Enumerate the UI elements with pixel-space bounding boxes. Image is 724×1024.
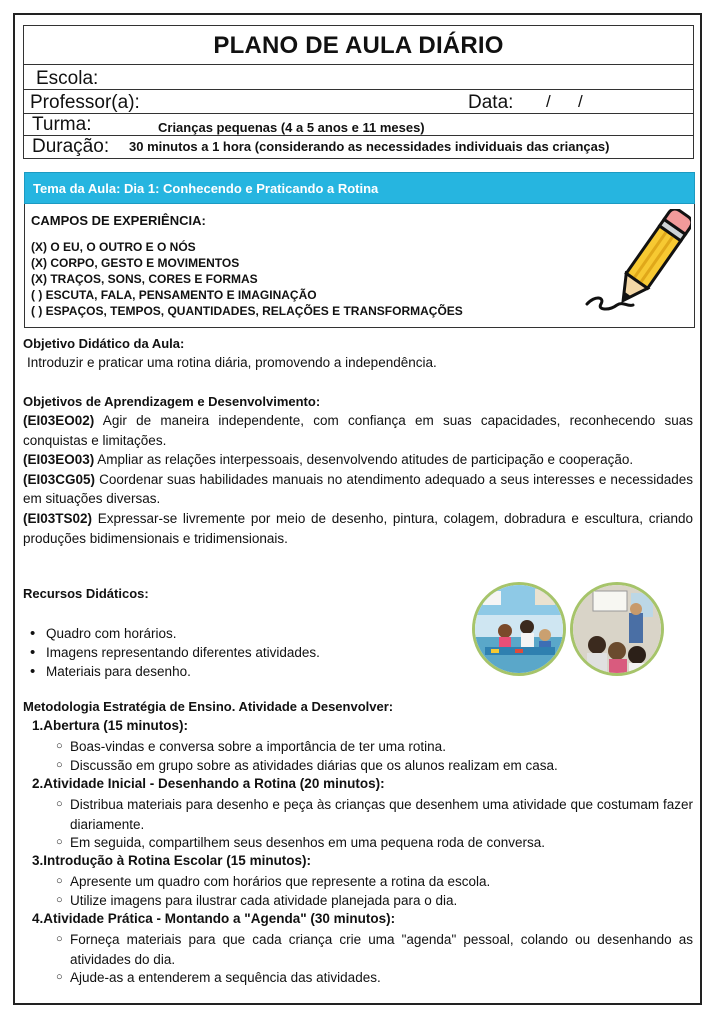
classroom-photo xyxy=(570,582,664,676)
step-heading xyxy=(32,911,395,926)
campos-item: (X) TRAÇOS, SONS, CORES E FORMAS xyxy=(31,272,258,286)
aprendizagem-list xyxy=(23,411,693,548)
date-slash: / xyxy=(546,92,551,111)
header-divider xyxy=(24,135,693,136)
duracao-label: Duração: xyxy=(32,136,110,157)
campos-item: (X) O EU, O OUTRO E O NÓS xyxy=(31,240,196,254)
professor-label: Professor(a): xyxy=(30,92,140,113)
aprendizagem-text: Ampliar as relações interpessoais, desenvolvendo atitudes de participação e cooperação. xyxy=(94,452,634,468)
list-item-text: Ajude-as a entenderem a sequência das atividades. xyxy=(70,970,381,985)
aprendizagem-item xyxy=(23,509,693,548)
list-item xyxy=(56,833,693,853)
recursos-title: Recursos Didáticos: xyxy=(23,586,149,601)
circle-bullet-icon: ○ xyxy=(56,836,63,848)
page-title: PLANO DE AULA DIÁRIO xyxy=(213,32,504,59)
aprendizagem-item xyxy=(23,450,693,470)
objetivo-text: Introduzir e praticar uma rotina diária, promovendo a independência. xyxy=(27,355,437,370)
theme-bar xyxy=(24,172,695,204)
circle-bullet-icon: ○ xyxy=(56,971,63,983)
header-divider xyxy=(24,64,693,65)
campos-title: CAMPOS DE EXPERIÊNCIA: xyxy=(31,213,206,228)
metodologia-title: Metodologia Estratégia de Ensino. Atividade a Desenvolver: xyxy=(23,699,394,714)
header-box xyxy=(23,25,694,159)
list-item-text: Discussão em grupo sobre as atividades diárias que os alunos realizam em casa. xyxy=(70,758,558,773)
aprendizagem-text: Expressar-se livremente por meio de desenho, pintura, colagem, dobradura e escultura, criando produções bidimensionais e tridimensionais. xyxy=(23,510,693,546)
circle-bullet-icon: ○ xyxy=(56,740,63,752)
classroom-photo xyxy=(472,582,566,676)
circle-bullet-icon: ○ xyxy=(56,894,63,906)
campos-item: (X) CORPO, GESTO E MOVIMENTOS xyxy=(31,256,240,270)
list-item xyxy=(56,872,693,892)
classroom-photo-illustration xyxy=(475,585,563,673)
list-item: • Imagens representando diferentes atividades. xyxy=(30,643,320,662)
list-item-text: Distribua materiais para desenho e peça às crianças que desenhem uma atividade que costumam fazer diariamente. xyxy=(70,797,693,832)
aprendizagem-text: Agir de maneira independente, com confiança em suas capacidades, reconhecendo suas conquistas e limitações. xyxy=(23,413,693,448)
data-label: Data: xyxy=(468,92,514,113)
list-item xyxy=(56,756,693,776)
list-item xyxy=(56,968,693,988)
bncc-code: (EI03EO03) xyxy=(23,452,95,468)
theme-text: Tema da Aula: Dia 1: Conhecendo e Praticando a Rotina xyxy=(33,181,379,196)
step-number: 3. xyxy=(32,853,44,868)
step-title: Abertura (15 minutos): xyxy=(43,718,189,733)
list-item-text: Apresente um quadro com horários que represente a rotina da escola. xyxy=(70,874,491,889)
recursos-list xyxy=(30,624,320,681)
circle-bullet-icon: ○ xyxy=(56,875,63,887)
escola-label: Escola: xyxy=(36,68,99,89)
step-number: 4. xyxy=(32,911,44,926)
list-item xyxy=(56,795,693,834)
step-title: Atividade Prática - Montando a "Agenda" (30 minutos): xyxy=(43,911,396,926)
list-item: • Materiais para desenho. xyxy=(30,662,320,681)
list-item-text: Boas-vindas e conversa sobre a importância de ter uma rotina. xyxy=(70,739,446,754)
list-item xyxy=(56,737,693,757)
step-title: Atividade Inicial - Desenhando a Rotina (20 minutos): xyxy=(43,776,385,791)
aprendizagem-item xyxy=(23,470,693,509)
campos-box xyxy=(24,204,695,328)
list-item: • Quadro com horários. xyxy=(30,624,320,643)
turma-label: Turma: xyxy=(32,114,92,135)
list-item-text: Forneça materiais para que cada criança crie uma "agenda" pessoal, colando ou desenhando as atividades do dia. xyxy=(70,932,693,967)
turma-value: Crianças pequenas (4 a 5 anos e 11 meses) xyxy=(158,120,425,135)
step-heading xyxy=(32,853,311,868)
step-number: 2. xyxy=(32,776,44,791)
duracao-value: 30 minutos a 1 hora (considerando as necessidades individuais das crianças) xyxy=(129,139,610,154)
bncc-code: (EI03CG05) xyxy=(23,471,96,487)
campos-item: ( ) ESCUTA, FALA, PENSAMENTO E IMAGINAÇÃO xyxy=(31,288,317,302)
objetivo-title: Objetivo Didático da Aula: xyxy=(23,336,185,351)
date-slash: / xyxy=(578,92,583,111)
header-divider xyxy=(24,113,693,114)
list-item-text: Em seguida, compartilhem seus desenhos em uma pequena roda de conversa. xyxy=(70,835,546,850)
circle-bullet-icon: ○ xyxy=(56,798,63,810)
list-item-text: Utilize imagens para ilustrar cada atividade planejada para o dia. xyxy=(70,893,458,908)
list-item xyxy=(56,930,693,969)
bncc-code: (EI03TS02) xyxy=(23,510,93,526)
step-heading xyxy=(32,776,385,791)
classroom-photo-illustration xyxy=(573,585,661,673)
header-divider xyxy=(24,89,693,90)
bncc-code: (EI03EO02) xyxy=(23,413,95,428)
aprendizagem-text: Coordenar suas habilidades manuais no atendimento adequado a seus interesses e necessidades em situações diversas. xyxy=(23,471,693,507)
step-number: 1. xyxy=(32,718,44,733)
step-heading xyxy=(32,718,188,733)
step-title: Introdução à Rotina Escolar (15 minutos): xyxy=(43,853,312,868)
list-item xyxy=(56,891,693,911)
aprendizagem-title: Objetivos de Aprendizagem e Desenvolvimento: xyxy=(23,394,321,409)
aprendizagem-item xyxy=(23,411,693,450)
pencil-icon xyxy=(581,209,691,319)
circle-bullet-icon: ○ xyxy=(56,933,63,945)
circle-bullet-icon: ○ xyxy=(56,759,63,771)
campos-item: ( ) ESPAÇOS, TEMPOS, QUANTIDADES, RELAÇÕES E TRANSFORMAÇÕES xyxy=(31,304,463,318)
